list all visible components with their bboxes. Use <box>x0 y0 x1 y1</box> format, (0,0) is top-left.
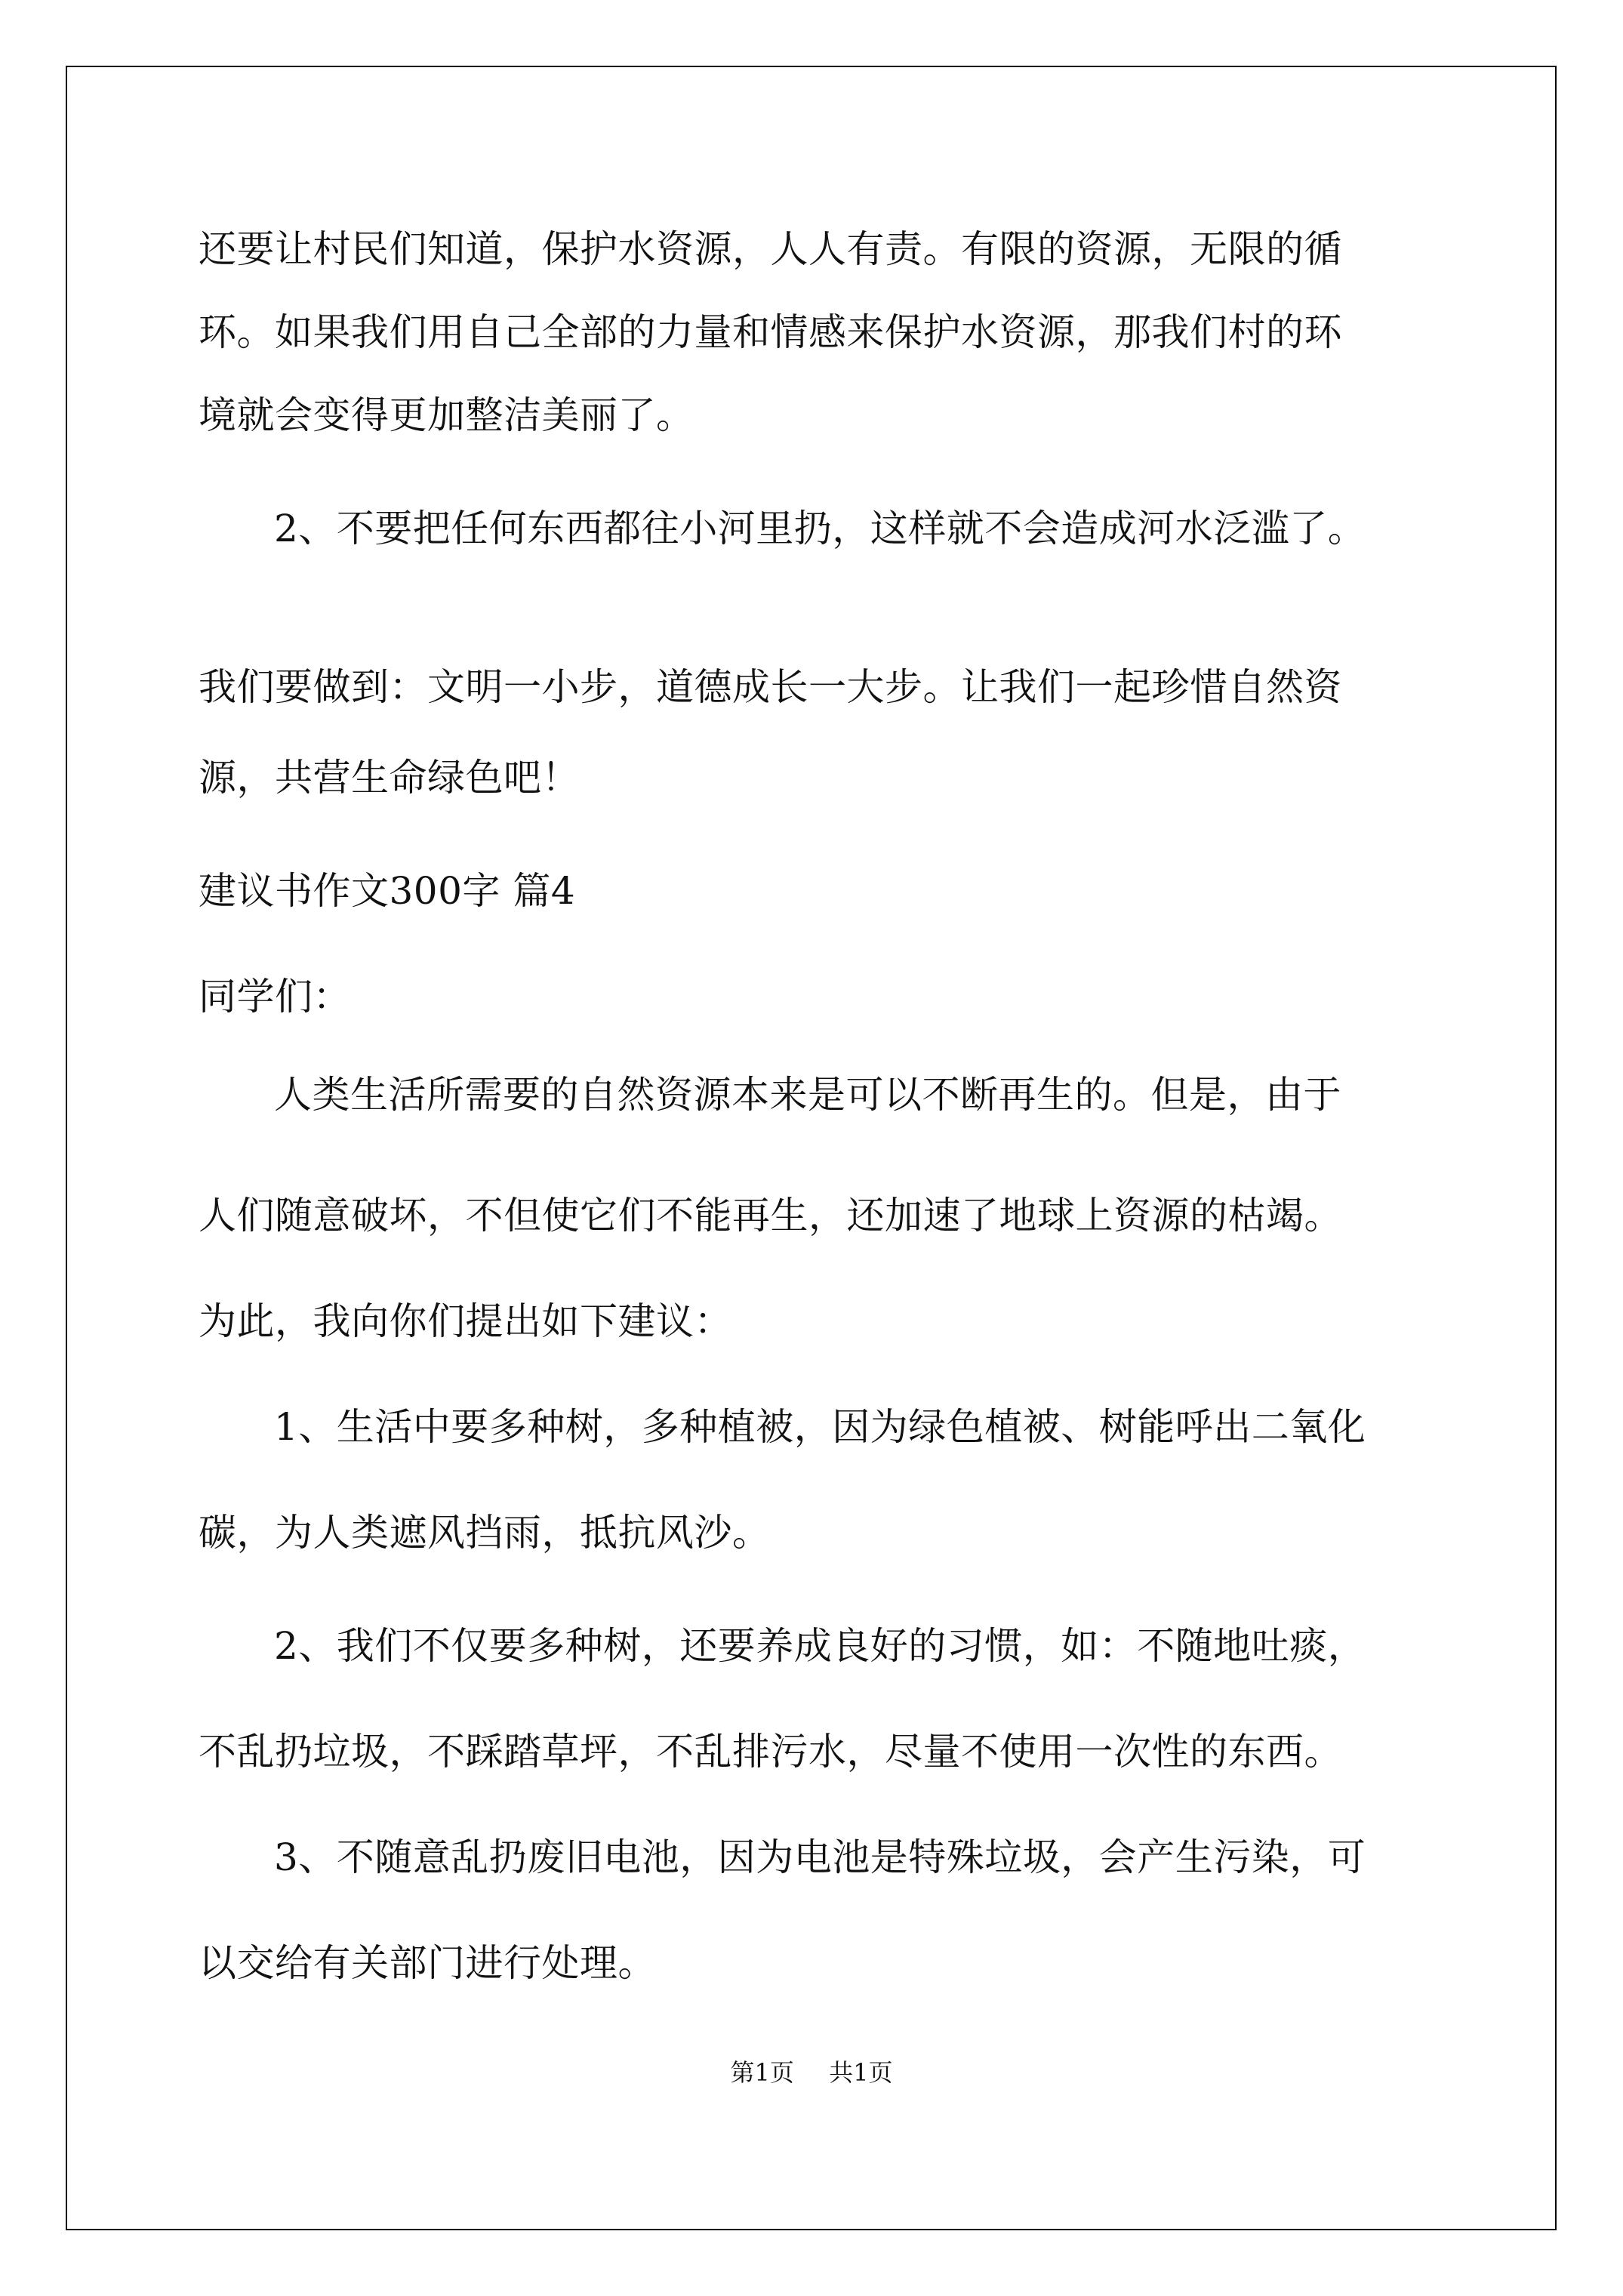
page-total: 共1页 <box>829 2058 893 2087</box>
body-line: 2、我们不仅要多种树，还要养成良好的习惯，如：不随地吐痰， <box>274 1624 1366 1668</box>
body-line: 人们随意破坏，不但使它们不能再生，还加速了地球上资源的枯竭。 <box>199 1194 1342 1237</box>
body-line: 环。如果我们用自己全部的力量和情感来保护水资源，那我们村的环 <box>199 310 1342 354</box>
body-line: 1、生活中要多种树，多种植被，因为绿色植被、树能呼出二氧化 <box>274 1405 1366 1449</box>
body-line: 不乱扔垃圾，不踩踏草坪，不乱排污水，尽量不使用一次性的东西。 <box>199 1730 1342 1774</box>
body-line: 3、不随意乱扔废旧电池，因为电池是特殊垃圾，会产生污染，可 <box>274 1835 1366 1879</box>
body-line: 还要让村民们知道，保护水资源，人人有责。有限的资源，无限的循 <box>199 227 1342 271</box>
body-line: 碳，为人类遮风挡雨，抵抗风沙。 <box>199 1511 771 1555</box>
body-line: 境就会变得更加整洁美丽了。 <box>199 393 694 437</box>
salutation: 同学们： <box>199 975 351 1019</box>
body-line: 2、不要把任何东西都往小河里扔，这样就不会造成河水泛滥了。 <box>274 507 1366 550</box>
page-footer <box>0 2054 1623 2088</box>
body-line: 我们要做到：文明一小步，道德成长一大步。让我们一起珍惜自然资 <box>199 665 1342 709</box>
page-border <box>66 66 1557 2230</box>
section-heading: 建议书作文300字 篇4 <box>199 869 576 913</box>
body-line: 以交给有关部门进行处理。 <box>199 1941 656 1985</box>
body-line: 为此，我向你们提出如下建议： <box>199 1299 732 1343</box>
body-line: 源，共营生命绿色吧！ <box>199 756 580 800</box>
page-number: 第1页 <box>730 2058 794 2087</box>
body-line: 人类生活所需要的自然资源本来是可以不断再生的。但是，由于 <box>274 1073 1341 1117</box>
